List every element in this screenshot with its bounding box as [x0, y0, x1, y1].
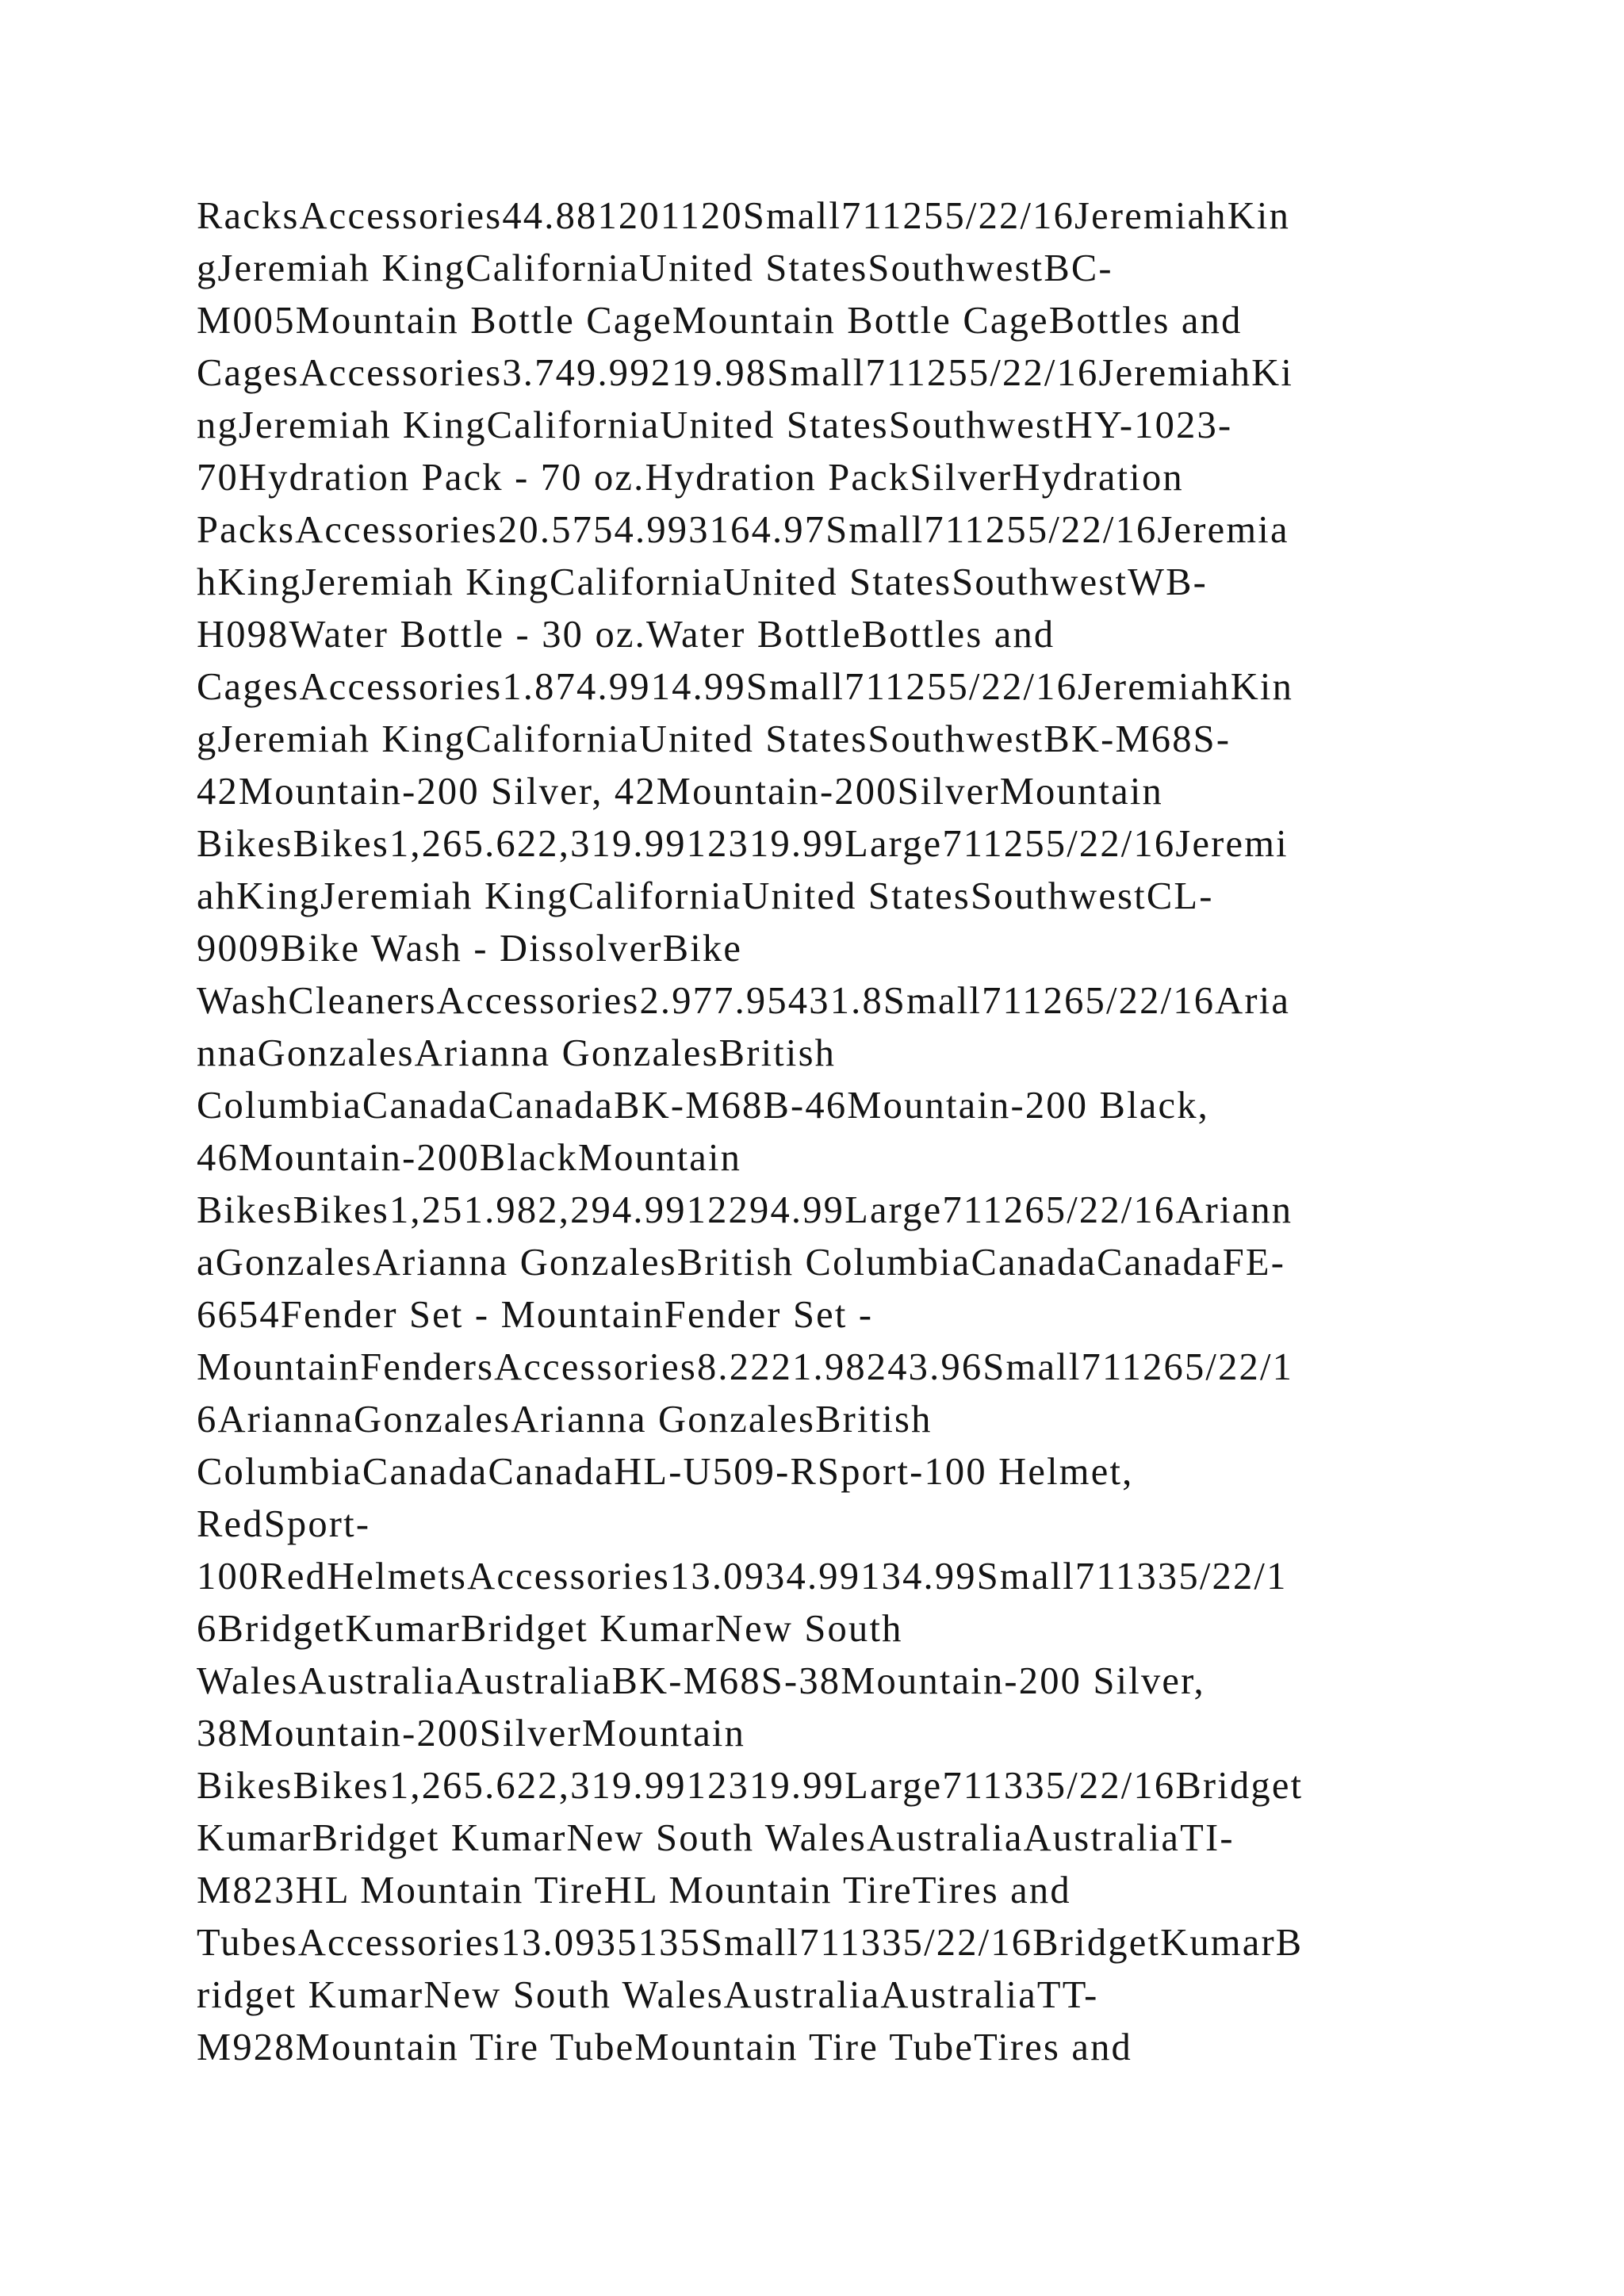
text-line: H098Water Bottle - 30 oz.Water BottleBottles and	[197, 614, 1055, 656]
text-line: BikesBikes1,265.622,319.9912319.99Large711335/22/16Bridget	[197, 1765, 1304, 1807]
text-line: aGonzalesArianna GonzalesBritish ColumbiaCanadaCanadaFE-	[197, 1242, 1286, 1284]
text-line: WashCleanersAccessories2.977.95431.8Small711265/22/16Aria	[197, 980, 1291, 1022]
text-line: BikesBikes1,251.982,294.9912294.99Large711265/22/16Ariann	[197, 1189, 1293, 1231]
body-text	[197, 190, 1481, 2074]
text-line: 100RedHelmetsAccessories13.0934.99134.99Small711335/22/1	[197, 1556, 1288, 1598]
text-line: 9009Bike Wash - DissolverBike	[197, 928, 743, 970]
text-line: M005Mountain Bottle CageMountain Bottle CageBottles and	[197, 300, 1243, 342]
text-line: ngJeremiah KingCaliforniaUnited StatesSouthwestHY-1023-	[197, 404, 1233, 446]
text-line: gJeremiah KingCaliforniaUnited StatesSouthwestBK-M68S-	[197, 718, 1231, 760]
text-line: CagesAccessories3.749.99219.98Small711255/22/16JeremiahKi	[197, 352, 1294, 394]
text-line: RedSport-	[197, 1503, 371, 1545]
text-line: gJeremiah KingCaliforniaUnited StatesSouthwestBC-	[197, 247, 1113, 289]
text-line: BikesBikes1,265.622,319.9912319.99Large711255/22/16Jeremi	[197, 823, 1289, 865]
text-line: MountainFendersAccessories8.2221.98243.96Small711265/22/1	[197, 1346, 1294, 1388]
text-line: 6BridgetKumarBridget KumarNew South	[197, 1608, 903, 1650]
text-line: nnaGonzalesArianna GonzalesBritish	[197, 1032, 837, 1074]
text-line: ridget KumarNew South WalesAustraliaAustraliaTT-	[197, 1974, 1099, 2016]
text-line: 70Hydration Pack - 70 oz.Hydration PackSilverHydration	[197, 457, 1184, 499]
text-line: RacksAccessories44.881201120Small711255/22/16JeremiahKin	[197, 195, 1291, 237]
text-line: 6654Fender Set - MountainFender Set -	[197, 1294, 874, 1336]
text-line: PacksAccessories20.5754.993164.97Small711255/22/16Jeremia	[197, 509, 1289, 551]
text-line: 38Mountain-200SilverMountain	[197, 1712, 746, 1755]
text-line: hKingJeremiah KingCaliforniaUnited StatesSouthwestWB-	[197, 561, 1208, 603]
text-line: M823HL Mountain TireHL Mountain TireTires and	[197, 1869, 1071, 1911]
text-line: 42Mountain-200 Silver, 42Mountain-200SilverMountain	[197, 771, 1163, 813]
text-line: KumarBridget KumarNew South WalesAustraliaAustraliaTI-	[197, 1817, 1235, 1859]
text-line: ColumbiaCanadaCanadaBK-M68B-46Mountain-200 Black,	[197, 1085, 1209, 1127]
text-line: CagesAccessories1.874.9914.99Small711255/22/16JeremiahKin	[197, 666, 1294, 708]
text-line: 46Mountain-200BlackMountain	[197, 1137, 742, 1179]
text-line: ahKingJeremiah KingCaliforniaUnited StatesSouthwestCL-	[197, 875, 1214, 917]
text-line: WalesAustraliaAustraliaBK-M68S-38Mountain-200 Silver,	[197, 1660, 1205, 1702]
text-line: ColumbiaCanadaCanadaHL-U509-RSport-100 Helmet,	[197, 1451, 1134, 1493]
text-line: TubesAccessories13.0935135Small711335/22/16BridgetKumarB	[197, 1922, 1304, 1964]
text-line: M928Mountain Tire TubeMountain Tire TubeTires and	[197, 2026, 1133, 2068]
text-line: 6AriannaGonzalesArianna GonzalesBritish	[197, 1399, 933, 1441]
